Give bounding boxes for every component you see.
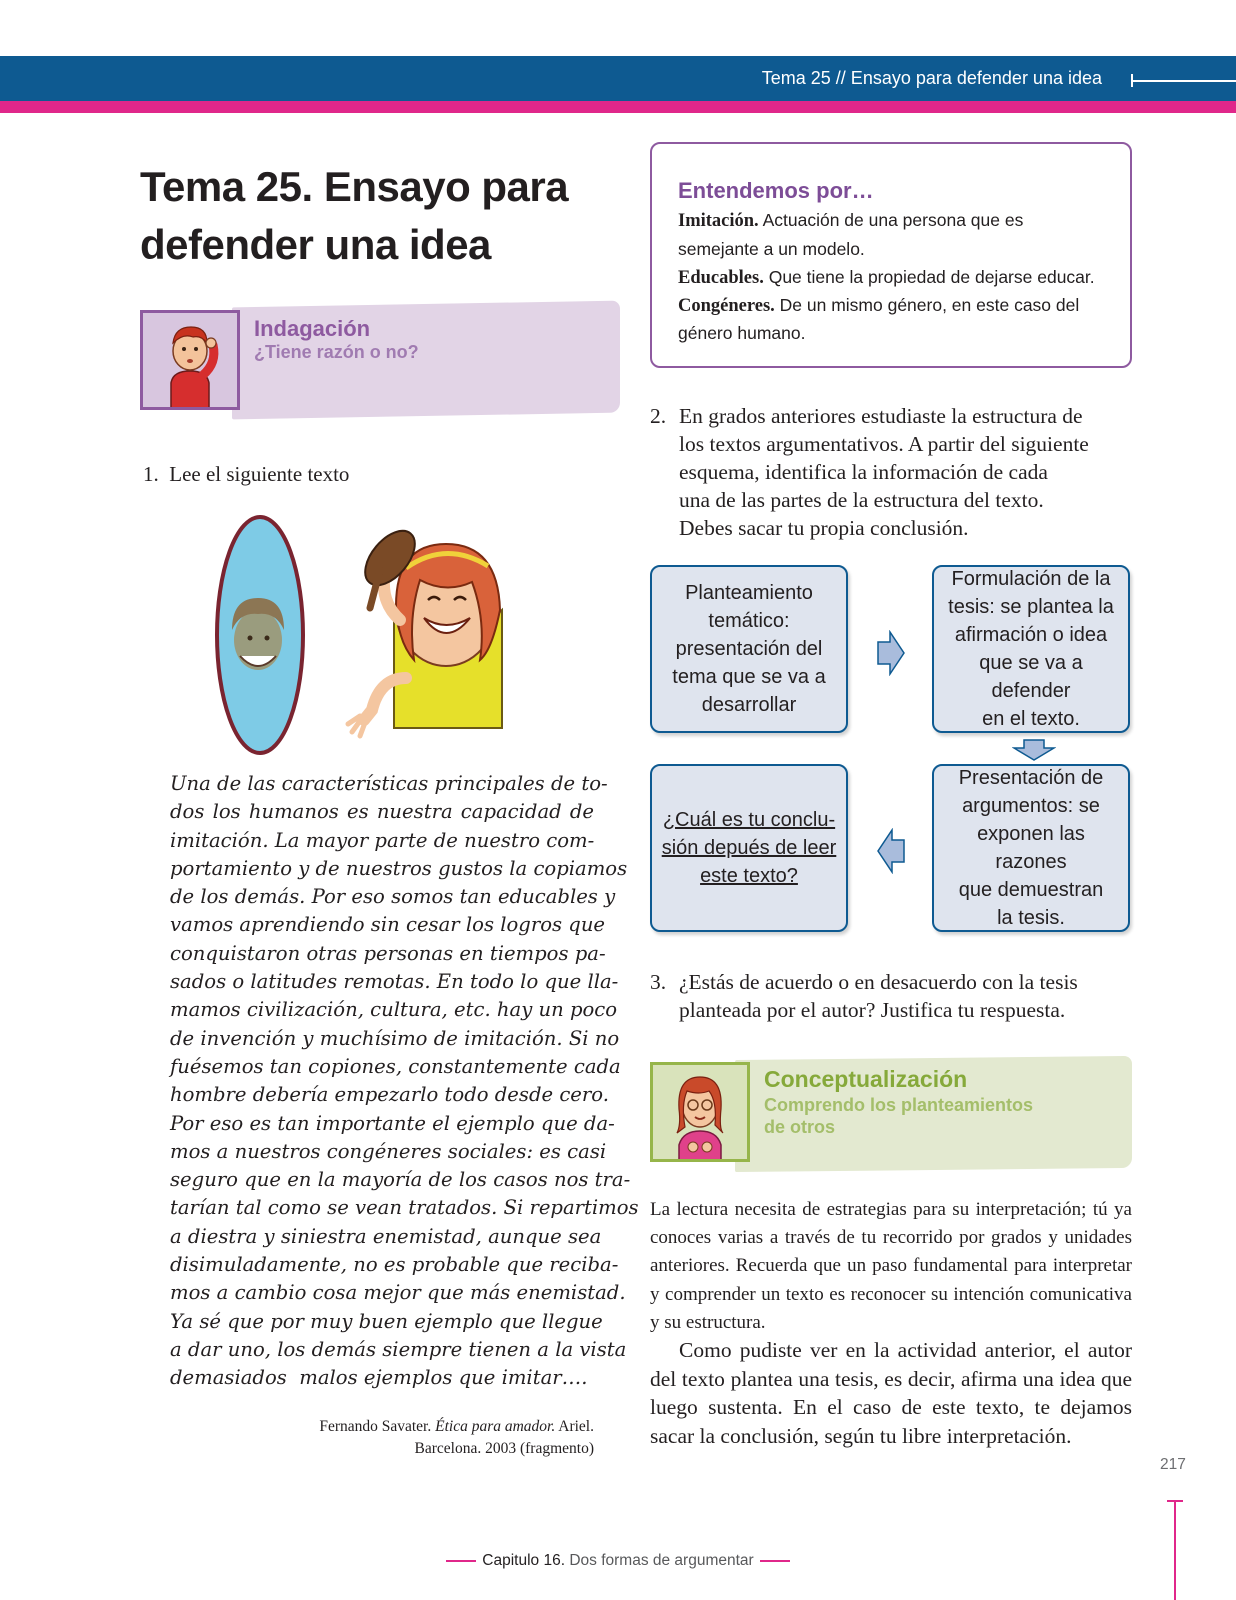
glossary-item-congeneres [678,295,1079,317]
body-paragraph-2: Como pudiste ver en la actividad anterior, el autor del texto plantea una tesis, es decir, afirma una idea que luego sustenta. En el caso de este texto, te dejamos sacar la conclusión, según tu libre interpretación. [650,1338,1132,1448]
conceptualizacion-subtitle-line2: de otros [764,1117,836,1137]
glossary-definition: Que tiene la propiedad de dejarse educar. [763,267,1095,287]
citation-author: Fernando Savater. [319,1418,436,1435]
question-1-text: Lee el siguiente texto [169,462,350,486]
girl-mirror-illustration [210,510,530,760]
conceptualizacion-subtitle [764,1094,1033,1138]
diagram-box-text: que se va a defender [979,652,1083,702]
quote-line: vamos aprendiendo sin cesar los logros que [170,913,606,937]
question-1-number: 1. [143,462,159,486]
question-2-line: una de las partes de la estructura del texto. [679,488,1044,512]
glossary-item-congeneres-cont: género humano. [678,323,806,343]
page-title [140,158,620,274]
diagram-box-planteamiento [650,565,848,733]
citation-line2: Barcelona. 2003 (fragmento) [414,1440,594,1457]
footer-rule-left [446,1560,476,1562]
glossary-term: Imitación. [678,211,759,231]
quote-line: seguro que en la mayoría de los casos nos tra- [170,1168,631,1192]
diagram-box-text: tesis: se plantea la [948,596,1114,618]
diagram-box-text: la tesis. [997,907,1065,929]
diagram-box-text: Presentación de [958,767,1104,789]
diagram-box-text: desarrollar [701,694,797,716]
diagram-box-tesis [932,565,1130,733]
side-rule [1174,1500,1176,1600]
glossary-term: Congéneres. [678,296,775,316]
conceptualizacion-title: Conceptualización [764,1066,968,1092]
quote-line: disimuladamente, no es probable que reciba- [170,1253,619,1277]
diagram-box-text: este texto? [700,865,798,887]
quoted-text [170,770,639,1393]
diagram-box-text: presentación del [675,638,823,660]
quote-line: de los demás. Por eso somos tan educables y [170,885,616,909]
quote-line: Ya sé que por muy buen ejemplo que llegue [170,1309,603,1333]
diagram-box-text: ¿Cuál es tu conclu- [662,809,836,831]
diagram-box-argumentos [932,764,1130,932]
diagram-box-text: Formulación de la [951,568,1111,590]
page-title-line2: defender una idea [140,221,491,268]
question-2-number: 2. [650,404,667,428]
glossary-item-imitacion [678,210,1023,232]
glossary-title: Entendemos por… [678,178,874,203]
quote-line: fuésemos tan copiones, constantemente cada [170,1054,621,1078]
quote-line: de invención y muchísimo de imitación. Si no [170,1026,620,1050]
diagram-box-text: que demuestran [958,879,1104,901]
quote-line: mamos civilización, cultura, etc. hay un poco [170,998,618,1022]
header-line [1131,80,1236,82]
body-paragraph-1: La lectura necesita de estrategias para su interpretación; tú ya conoces varias a través de tu recorrido por grados y unidades anteriores. Recuerda que un paso fundamental para interpretar y comprender un texto es reconocer su intención comunicativa y su estructura. [650,1199,1132,1333]
diagram-box-text: Planteamiento [685,582,813,604]
footer-chapter: Capitulo 16. [482,1552,566,1569]
arrow-right-icon [876,630,906,676]
diagram-box-text: en el texto. [982,708,1080,730]
citation-publisher: Ariel. [555,1418,594,1435]
page-title-line1: Tema 25. Ensayo para [140,163,569,210]
quote-line: Por eso es tan importante el ejemplo que da- [170,1111,615,1135]
diagram-box-text: exponen las razones [977,823,1085,873]
quote-line: a dar uno, los demás siempre tienen a la vista [170,1337,627,1361]
question-3-number: 3. [650,970,667,994]
question-2-line: esquema, identifica la información de cada [679,460,1048,484]
question-2-line: los textos argumentativos. A partir del siguiente [679,432,1089,456]
running-title: Tema 25 // Ensayo para defender una idea [761,68,1102,88]
glossary-definition: De un mismo género, en este caso del [774,295,1080,315]
footer [0,1552,1236,1570]
arrow-down-icon [1012,738,1056,762]
quote-line: Una de las características principales de to- [170,772,608,795]
quote-line: tarían tal como se vean tratados. Si repartimos [170,1196,639,1220]
question-2 [650,402,1140,542]
indagacion-avatar-frame [140,310,240,410]
quote-line: imitación. La mayor parte de nuestro com- [170,828,595,852]
header-accent-stripe [0,101,1236,113]
quote-line: conquistaron otras personas en tiempos pa- [170,941,606,965]
glossary-term: Educables. [678,268,764,288]
question-2-line: Debes sacar tu propia conclusión. [679,516,969,540]
glossary-definition: Actuación de una persona que es [758,210,1024,230]
conceptualizacion-subtitle-line1: Comprendo los planteamientos [764,1095,1034,1115]
glossary-item-educables [678,267,1095,289]
diagram-box-text: temático: [708,610,790,632]
quote-line: dos los humanos es nuestra capacidad de [170,800,594,824]
question-2-line: En grados anteriores estudiaste la estructura de [679,404,1083,428]
page-number: 217 [1160,1456,1186,1473]
arrow-left-icon [876,828,906,874]
quote-line: hombre debería empezarlo todo desde cero. [170,1083,609,1107]
question-3 [650,968,1140,1024]
diagram-box-text: sión depués de leer [661,837,837,859]
diagram-box-conclusion [650,764,848,932]
conceptualizacion-avatar-frame [650,1062,750,1162]
footer-rule-right [760,1560,790,1562]
quote-line: sados o latitudes remotas. En todo lo que lla- [170,970,619,994]
citation-work: Ética para amador. [435,1418,556,1435]
question-3-line: planteada por el autor? Justifica tu respuesta. [679,998,1066,1022]
diagram-box-text: argumentos: se [962,795,1100,817]
glossary-item-imitacion-cont: semejante a un modelo. [678,239,865,259]
question-1 [143,462,349,487]
quote-line: mos a cambio cosa mejor que más enemistad. [170,1281,626,1305]
question-3-line: ¿Estás de acuerdo o en desacuerdo con la tesis [679,970,1078,994]
quote-line: demasiados malos ejemplos que imitar…. [170,1366,588,1390]
quote-line: a diestra y siniestra enemistad, aunque sea [170,1224,602,1248]
quote-line: mos a nuestros congéneres sociales: es casi [170,1139,607,1163]
quote-citation [240,1416,594,1460]
thinking-boy-icon [143,313,237,407]
mirror-girl-icon [210,510,530,760]
diagram-box-text: tema que se va a [672,666,826,688]
diagram-box-text: afirmación o idea [954,624,1108,646]
indagacion-title: Indagación [254,316,371,341]
indagacion-subtitle: ¿Tiene razón o no? [254,342,419,362]
girl-with-glasses-icon [653,1065,747,1159]
footer-chapter-title: Dos formas de argumentar [565,1552,754,1569]
quote-line: portamiento y de nuestros gustos la copiamos [170,856,628,880]
